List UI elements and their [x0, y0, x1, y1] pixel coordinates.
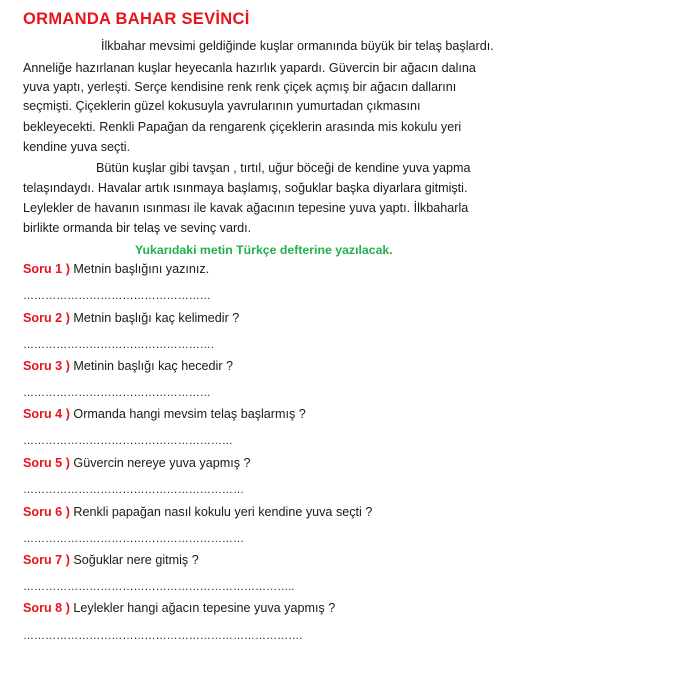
answer-line-5[interactable]: …………………………………………………… — [23, 484, 244, 496]
story-line: Anneliğe hazırlanan kuşlar heyecanla hazırlık yapardı. Güvercin bir ağacın dalına — [23, 61, 476, 75]
question-4 — [23, 407, 306, 421]
question-text: Metnin başlığını yazınız. — [73, 262, 210, 276]
answer-line-6[interactable]: …………………………………………………… — [23, 533, 244, 545]
answer-line-2[interactable]: ……………………………………………. — [23, 339, 214, 351]
question-label: Soru 8 — [23, 601, 63, 615]
question-paren: ) — [65, 456, 70, 470]
answer-line-8[interactable]: …………………………………………………………………. — [23, 630, 303, 642]
homework-note: Yukarıdaki metin Türkçe defterine yazılacak. — [135, 243, 393, 257]
story-line: telaşındaydı. Havalar artık ısınmaya başlamış, soğuklar başka diyarlara gitmişti. — [23, 181, 468, 195]
story-line: Leylekler de havanın ısınması ile kavak ağacının tepesine yuva yaptı. İlkbaharla — [23, 201, 469, 215]
question-6 — [23, 505, 372, 519]
question-3 — [23, 359, 233, 373]
answer-line-4[interactable]: ………………………………………………… — [23, 435, 233, 447]
question-text: Leylekler hangi ağacın tepesine yuva yapmış ? — [73, 601, 336, 615]
story-line: İlkbahar mevsimi geldiğinde kuşlar ormanında büyük bir telaş başlardı. — [101, 39, 494, 53]
question-1 — [23, 262, 209, 276]
question-label: Soru 3 — [23, 359, 63, 373]
question-text: Güvercin nereye yuva yapmış ? — [73, 456, 251, 470]
question-label: Soru 4 — [23, 407, 63, 421]
question-label: Soru 7 — [23, 553, 63, 567]
answer-line-3[interactable]: …………………………………………… — [23, 387, 211, 399]
question-paren: ) — [65, 505, 70, 519]
story-line: bekleyecekti. Renkli Papağan da rengarenk çiçeklerin arasında mis kokulu yeri — [23, 120, 462, 134]
question-paren: ) — [65, 359, 70, 373]
story-line: seçmişti. Çiçeklerin güzel kokusuyla yavrularının yumurtadan çıkmasını — [23, 99, 421, 113]
question-paren: ) — [65, 553, 70, 567]
question-2 — [23, 311, 239, 325]
story-line: birlikte ormanda bir telaş ve sevinç vardı. — [23, 221, 252, 235]
question-label: Soru 6 — [23, 505, 63, 519]
question-label: Soru 1 — [23, 262, 63, 276]
question-paren: ) — [65, 601, 70, 615]
question-8 — [23, 601, 335, 615]
story-line: Bütün kuşlar gibi tavşan , tırtıl, uğur böceği de kendine yuva yapma — [96, 161, 471, 175]
answer-line-7[interactable]: ……………………………………………………………….. — [23, 581, 295, 593]
question-5 — [23, 456, 251, 470]
question-paren: ) — [65, 407, 70, 421]
question-paren: ) — [65, 262, 70, 276]
question-text: Metnin başlığı kaç kelimedir ? — [73, 311, 240, 325]
question-label: Soru 5 — [23, 456, 63, 470]
question-text: Ormanda hangi mevsim telaş başlarmış ? — [73, 407, 306, 421]
story-line: kendine yuva seçti. — [23, 140, 131, 154]
answer-line-1[interactable]: …………………………………………… — [23, 290, 211, 302]
question-text: Soğuklar nere gitmiş ? — [73, 553, 199, 567]
question-label: Soru 2 — [23, 311, 63, 325]
question-paren: ) — [65, 311, 70, 325]
document-title: ORMANDA BAHAR SEVİNCİ — [23, 10, 250, 28]
question-text: Metinin başlığı kaç hecedir ? — [73, 359, 234, 373]
story-line: yuva yaptı, yerleşti. Serçe kendisine renk renk çiçek açmış bir ağacın dallarını — [23, 80, 457, 94]
question-7 — [23, 553, 199, 567]
question-text: Renkli papağan nasıl kokulu yeri kendine yuva seçti ? — [73, 505, 373, 519]
